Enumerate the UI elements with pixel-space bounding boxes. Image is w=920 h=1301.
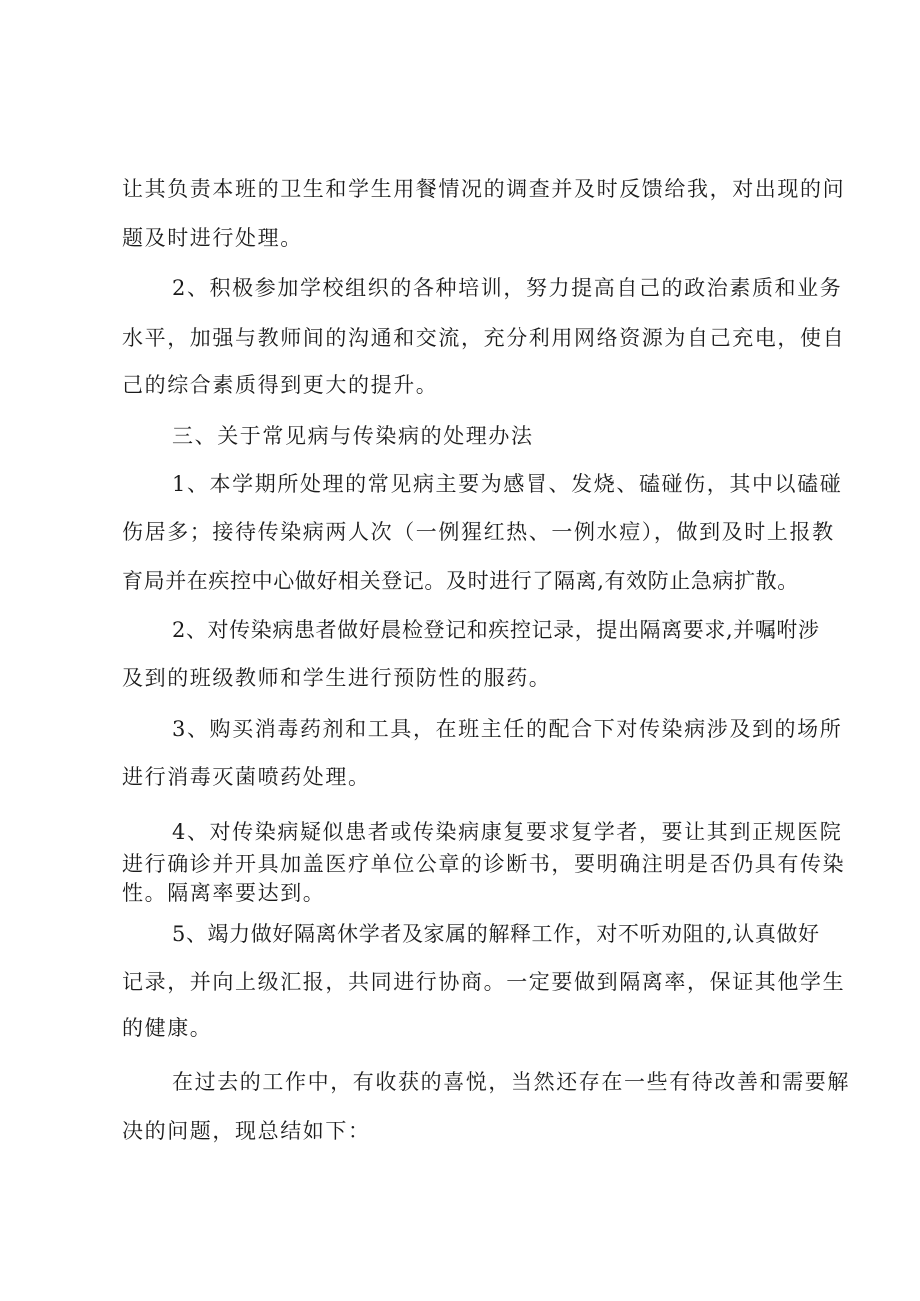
- text-line: 的健康。: [122, 1016, 213, 1040]
- text-line: 己的综合素质得到更大的提升。: [122, 373, 439, 397]
- text-line: 进行消毒灭菌喷药处理。: [122, 765, 371, 789]
- text-line: 进行确诊并开具加盖医疗单位公章的诊断书，要明确注明是否仍具有传染: [122, 852, 846, 876]
- text-line: 5、竭力做好隔离休学者及家属的解释工作，对不听劝阻的,认真做好: [172, 922, 820, 946]
- text-line: 水平，加强与教师间的沟通和交流，充分利用网络资源为自己充电，使自: [122, 326, 846, 350]
- text-line: 决的问题，现总结如下：: [122, 1119, 371, 1143]
- text-line: 2、积极参加学校组织的各种培训，努力提高自己的政治素质和业务: [172, 276, 843, 300]
- text-line: 育局并在疾控中心做好相关登记。及时进行了隔离,有效防止急病扩散。: [122, 569, 799, 593]
- text-line: 题及时进行处理。: [122, 226, 303, 250]
- text-line: 及到的班级教师和学生进行预防性的服药。: [122, 666, 552, 690]
- text-line: 4、对传染病疑似患者或传染病康复要求复学者，要让其到正规医院: [172, 820, 843, 844]
- text-line: 让其负责本班的卫生和学生用餐情况的调查并及时反馈给我，对出现的问: [122, 177, 846, 201]
- text-line: 性。隔离率要达到。: [122, 881, 326, 905]
- text-line: 1、本学期所处理的常见病主要为感冒、发烧、磕碰伤，其中以磕碰: [172, 472, 843, 496]
- text-line: 在过去的工作中，有收获的喜悦，当然还存在一些有待改善和需要解: [172, 1070, 850, 1094]
- text-line: 伤居多；接待传染病两人次（一例猩红热、一例水痘），做到及时上报教: [122, 520, 835, 544]
- section-heading: 三、关于常见病与传染病的处理办法: [172, 424, 534, 448]
- text-line: 记录，并向上级汇报，共同进行协商。一定要做到隔离率，保证其他学生: [122, 970, 846, 994]
- text-line: 2、对传染病患者做好晨检登记和疾控记录，提出隔离要求,并嘱咐涉: [172, 618, 820, 642]
- text-line: 3、购买消毒药剂和工具，在班主任的配合下对传染病涉及到的场所: [172, 717, 843, 741]
